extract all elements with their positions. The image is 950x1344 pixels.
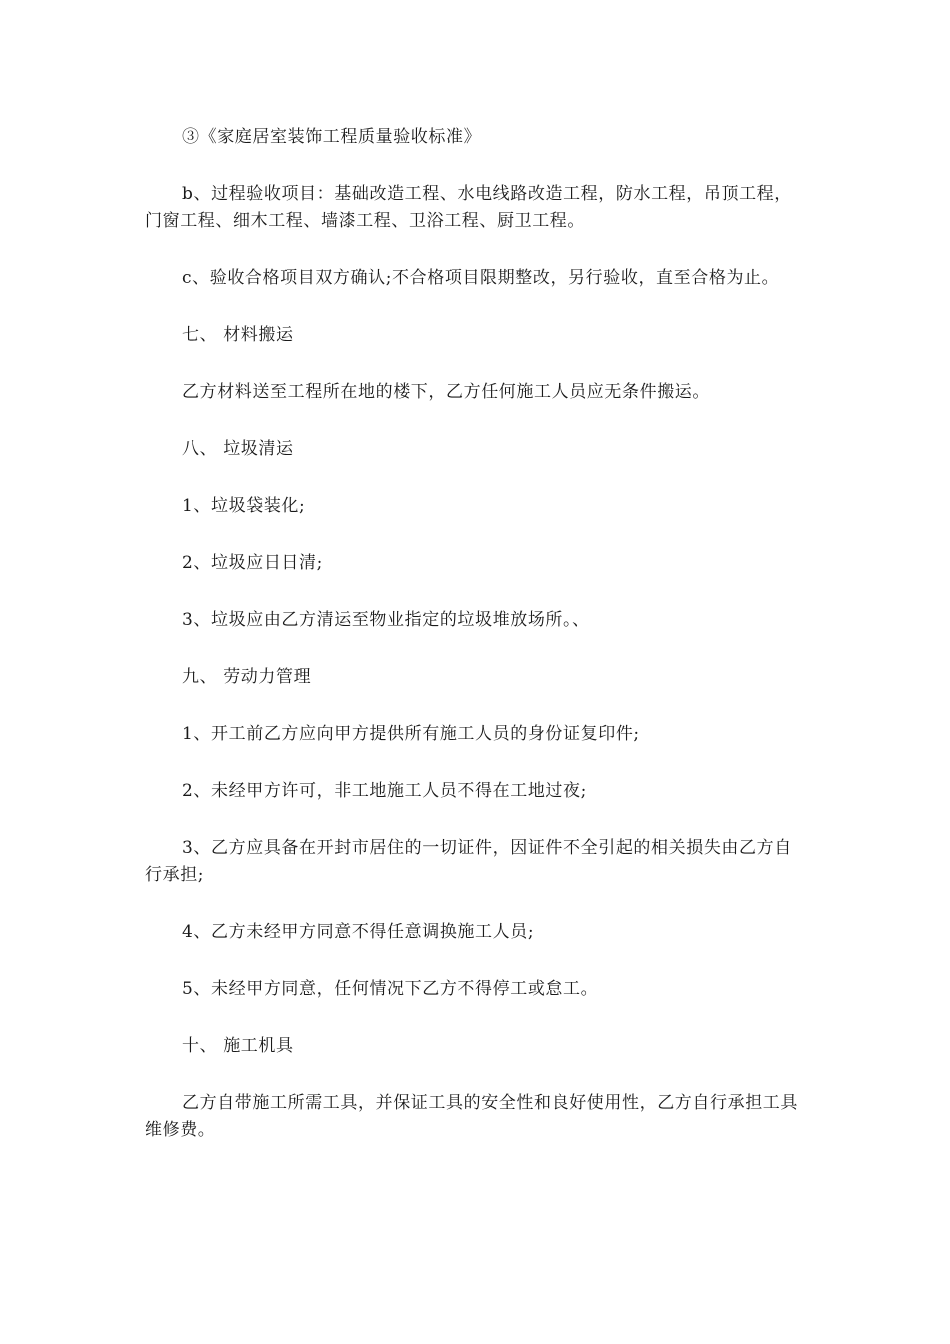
material-handling-text: 乙方材料送至工程所在地的楼下，乙方任何施工人员应无条件搬运。: [182, 382, 710, 402]
waste-item-1: 1、垃圾袋装化;: [182, 496, 306, 516]
section-heading-labor-management: 九、 劳动力管理: [182, 667, 312, 687]
labor-item-1: 1、开工前乙方应向甲方提供所有施工人员的身份证复印件;: [182, 724, 640, 744]
section-heading-material-handling: 七、 材料搬运: [182, 325, 294, 345]
section-heading-waste-removal: 八、 垃圾清运: [182, 439, 294, 459]
document-body: [145, 124, 805, 1144]
waste-item-3: 3、垃圾应由乙方清运至物业指定的垃圾堆放场所。、: [182, 610, 590, 630]
inspection-confirmation: c、验收合格项目双方确认;不合格项目限期整改，另行验收，直至合格为止。: [182, 268, 780, 288]
labor-item-2: 2、未经甲方许可，非工地施工人员不得在工地过夜;: [182, 781, 587, 801]
section-heading-construction-tools: 十、 施工机具: [182, 1036, 294, 1056]
waste-item-2: 2、垃圾应日日清;: [182, 553, 323, 573]
labor-item-3: 3、乙方应具备在开封市居住的一切证件，因证件不全引起的相关损失由乙方自行承担;: [145, 838, 792, 885]
labor-item-4: 4、乙方未经甲方同意不得任意调换施工人员;: [182, 922, 535, 942]
process-inspection-items: b、过程验收项目：基础改造工程、水电线路改造工程，防水工程，吊顶工程，门窗工程、细木工程、墙漆工程、卫浴工程、厨卫工程。: [145, 184, 792, 231]
construction-tools-text: 乙方自带施工所需工具，并保证工具的安全性和良好使用性，乙方自行承担工具维修费。: [145, 1093, 798, 1140]
standard-reference: ③《家庭居室装饰工程质量验收标准》: [182, 127, 482, 147]
labor-item-5: 5、未经甲方同意，任何情况下乙方不得停工或怠工。: [182, 979, 599, 999]
